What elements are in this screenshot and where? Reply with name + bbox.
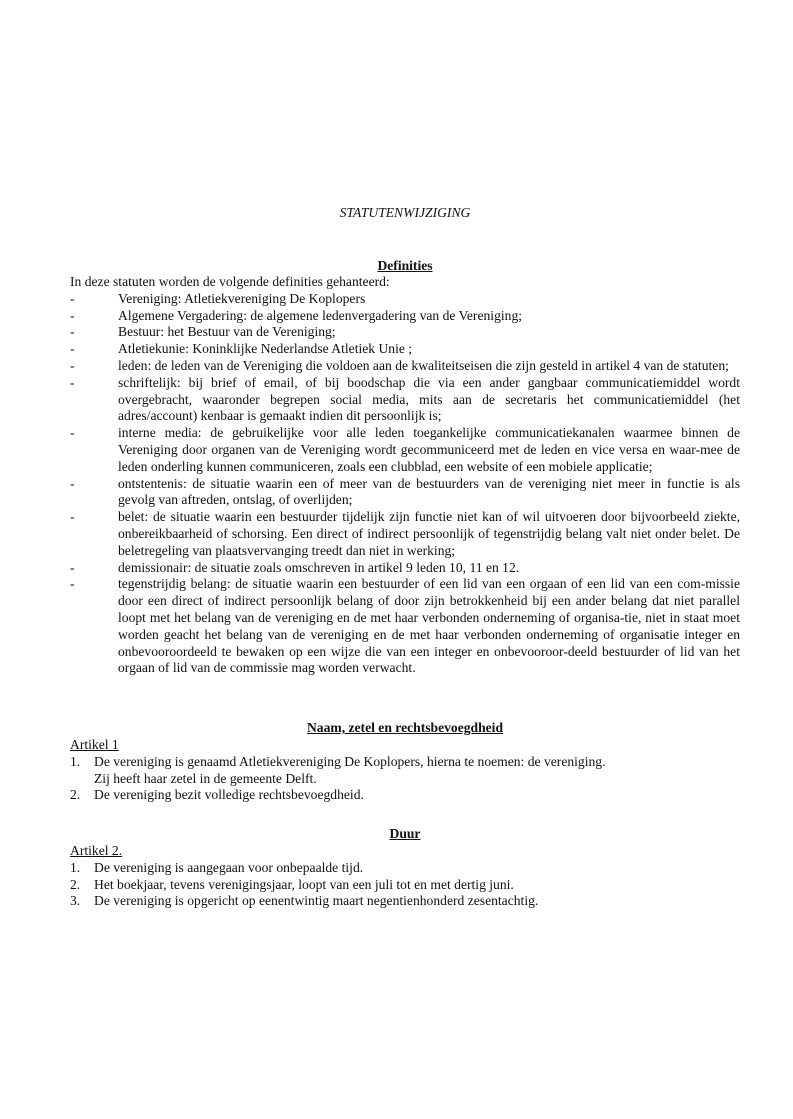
item-text: De vereniging bezit volledige rechtsbevoegdheid. <box>94 787 364 803</box>
bullet-dash: - <box>70 341 75 357</box>
list-item <box>70 375 740 425</box>
definition-text: demissionair: de situatie zoals omschreven in artikel 9 leden 10, 11 en 12. <box>118 559 520 575</box>
definition-text: Vereniging: Atletiekvereniging De Koplopers <box>118 290 366 306</box>
list-item <box>70 576 740 677</box>
definition-text: schriftelijk: bij brief of email, of bij boodschap die via een ander gangbaar communicatiemiddel wordt overgebracht, waaronder begrepen social media, mits aan de secretaris het communicatiemiddel (het adres/account) kenbaar is gemaakt indien dit persoonlijk is; <box>118 374 740 424</box>
bullet-dash: - <box>70 559 75 575</box>
definition-text: ontstentenis: de situatie waarin een of meer van de bestuurders van de vereniging niet meer in functie is als gevolg van aftreden, ontslag, of overlijden; <box>118 475 740 508</box>
list-item <box>70 291 740 308</box>
bullet-dash: - <box>70 475 75 491</box>
definition-text: Algemene Vergadering: de algemene ledenvergadering van de Vereniging; <box>118 307 523 323</box>
list-item <box>70 560 740 577</box>
item-number: 2. <box>70 787 81 803</box>
document-title: STATUTENWIJZIGING <box>339 205 471 220</box>
section-heading-definities: Definities <box>377 258 433 273</box>
item-text: De vereniging is genaamd Atletiekvereniging De Koplopers, hierna te noemen: de vereniging. <box>94 753 606 769</box>
definition-text: Bestuur: het Bestuur van de Vereniging; <box>118 324 336 340</box>
definities-intro: In deze statuten worden de volgende definities gehanteerd: <box>70 274 390 289</box>
naam-section <box>70 737 740 804</box>
definities-section <box>70 274 740 677</box>
bullet-dash: - <box>70 290 75 306</box>
section-heading-naam: Naam, zetel en rechtsbevoegdheid <box>306 720 504 735</box>
definition-text: Atletiekunie: Koninklijke Nederlandse Atletiek Unie ; <box>118 341 413 357</box>
list-item <box>70 358 740 375</box>
item-number: 2. <box>70 876 81 892</box>
item-number: 1. <box>70 859 81 875</box>
artikel-2-list <box>70 860 740 910</box>
artikel-1-list <box>70 754 740 804</box>
bullet-dash: - <box>70 509 75 525</box>
list-item <box>70 787 740 804</box>
list-item <box>70 308 740 325</box>
bullet-dash: - <box>70 425 75 441</box>
bullet-dash: - <box>70 307 75 323</box>
artikel-label: Artikel 1 <box>70 737 119 752</box>
list-item <box>70 860 740 877</box>
list-item <box>70 877 740 894</box>
item-number: 3. <box>70 893 81 909</box>
item-text: Het boekjaar, tevens verenigingsjaar, loopt van een juli tot en met dertig juni. <box>94 876 514 892</box>
list-item <box>70 509 740 559</box>
item-subtext: Zij heeft haar zetel in de gemeente Delft. <box>94 770 317 786</box>
bullet-dash: - <box>70 357 75 373</box>
bullet-dash: - <box>70 576 75 592</box>
item-text: De vereniging is opgericht op eenentwintig maart negentienhonderd zesentachtig. <box>94 893 539 909</box>
definities-list <box>70 291 740 677</box>
list-item <box>70 893 740 910</box>
list-item <box>70 341 740 358</box>
definition-text: leden: de leden van de Vereniging die voldoen aan de kwaliteitseisen die zijn gesteld in artikel 4 van de statuten; <box>118 357 729 373</box>
section-heading-duur: Duur <box>389 826 421 841</box>
definition-text: interne media: de gebruikelijke voor alle leden toegankelijke communicatiekanalen waarmee binnen de Vereniging door organen van de Vereniging wordt gecommuniceerd met de leden en vice versa en waar-mee de leden onderling kunnen communiceren, zoals een clubblad, een website of een mobiele applicatie; <box>118 425 740 474</box>
definition-text: tegenstrijdig belang: de situatie waarin een bestuurder of een lid van een orgaan of een lid van een com-missie door een direct of indirect persoonlijk belang of door zijn betrokkenheid bij een ander belang dat niet parallel loopt met het belang van de vereniging en de met haar verbonden onderneming of organisa-tie, niet in staat moet worden geacht het belang van de vereniging en de met haar verbonden onderneming of organisatie integer en onbevooroordeeld te bewaken op een wijze die van een integer en onbevooroor-deeld bestuurder of lid van het orgaan of lid van de commissie mag worden verwacht. <box>118 576 740 676</box>
definition-text: belet: de situatie waarin een bestuurder tijdelijk zijn functie niet kan of wil uitvoeren door bijvoorbeeld ziekte, onbereikbaarheid of schorsing. Een direct of indirect persoonlijk of tegenstrijdig belang valt niet onder belet. De beletregeling van plaatsvervanging treedt dan niet in werking; <box>118 509 740 558</box>
bullet-dash: - <box>70 324 75 340</box>
bullet-dash: - <box>70 374 75 390</box>
artikel-label: Artikel 2. <box>70 843 123 858</box>
list-item <box>70 754 740 788</box>
item-text: De vereniging is aangegaan voor onbepaalde tijd. <box>94 859 364 875</box>
list-item <box>70 324 740 341</box>
list-item <box>70 425 740 475</box>
item-number: 1. <box>70 753 81 769</box>
duur-section <box>70 843 740 910</box>
list-item <box>70 476 740 510</box>
